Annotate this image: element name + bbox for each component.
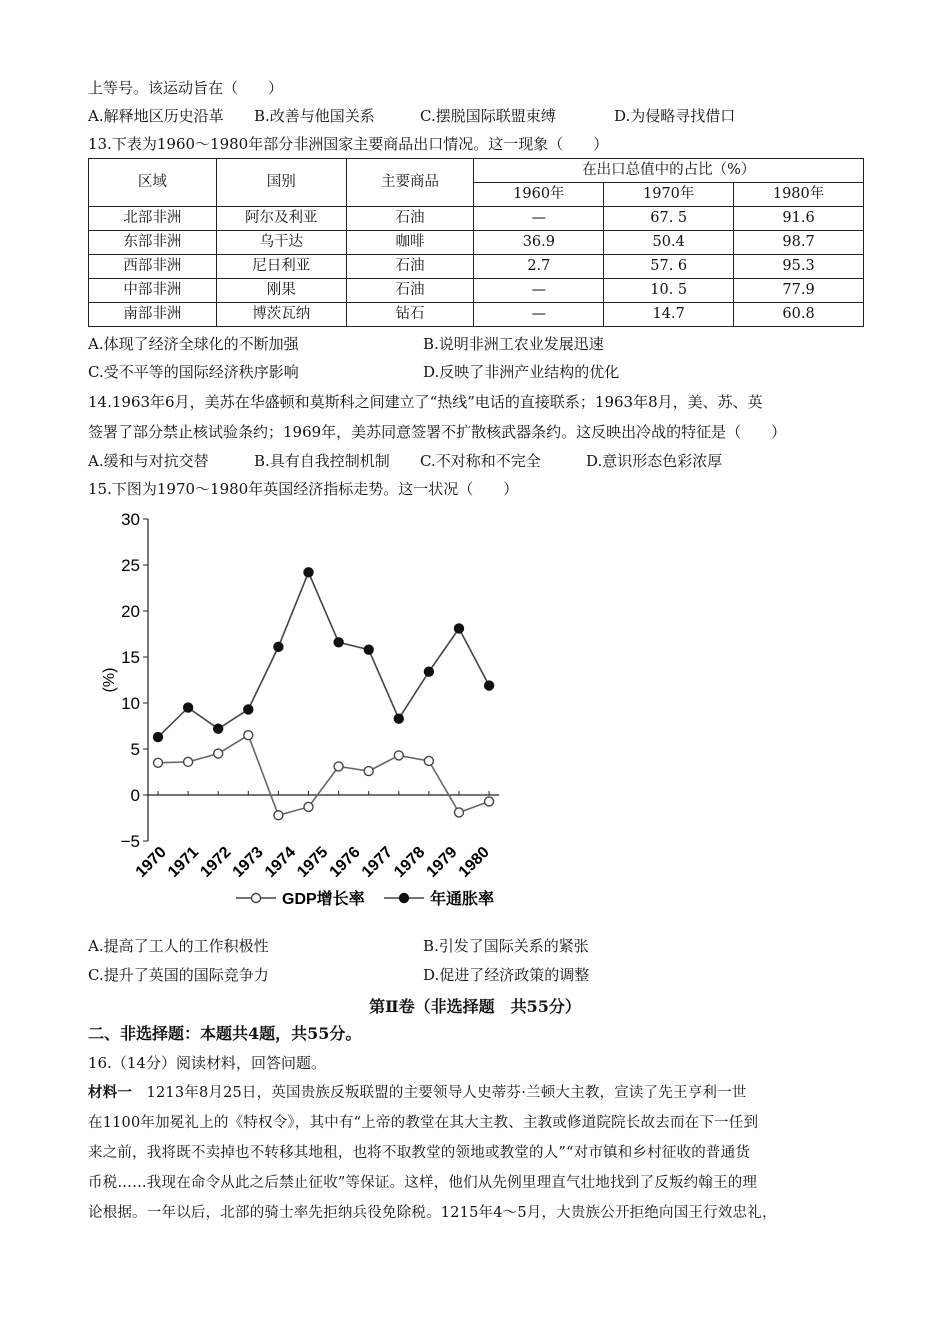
- cell-country: 尼日利亚: [216, 255, 346, 279]
- q15-option-b[interactable]: B.引发了国际关系的紧张: [423, 937, 589, 955]
- cell-region: 北部非洲: [89, 207, 217, 231]
- legend-inflation-marker: [400, 894, 409, 903]
- x-tick-label: 1978: [391, 843, 429, 881]
- cell-goods: 石油: [346, 279, 474, 303]
- q14-stem-line2: 签署了部分禁止核试验条约；1969年，美苏同意签署不扩散核武器条约。这反映出冷战的特征是（ ）: [88, 423, 787, 441]
- material-line: [88, 1078, 868, 1108]
- table-header-row: [89, 159, 864, 183]
- col-1960: 1960年: [474, 183, 604, 207]
- cell-1970: 10. 5: [604, 279, 734, 303]
- q12-option-a[interactable]: A.解释地区历史沿革: [88, 107, 224, 125]
- col-1980: 1980年: [734, 183, 864, 207]
- q13-option-c[interactable]: C.受不平等的国际经济秩序影响: [88, 363, 299, 381]
- q16-stem: 16.（14分）阅读材料，回答问题。: [88, 1054, 326, 1072]
- q15-stem: 15.下图为1970～1980年英国经济指标走势。这一状况（ ）: [88, 480, 519, 498]
- q13-options-row2: [88, 362, 758, 382]
- y-tick-label: 15: [121, 648, 140, 667]
- material-line: 来之前，我将既不卖掉也不转移其地租，也将不取教堂的领地或教堂的人”“对市镇和乡村征收的普通货: [88, 1145, 751, 1161]
- inflation-point: [214, 724, 223, 733]
- gdp-growth-point: [485, 797, 494, 806]
- cell-1980: 60.8: [734, 303, 864, 327]
- q13-stem: 13.下表为1960～1980年部分非洲国家主要商品出口情况。这一现象（ ）: [88, 135, 609, 153]
- cell-1970: 67. 5: [604, 207, 734, 231]
- material-line: 在1100年加冕礼上的《特权令》，其中有“上帝的教堂在其大主教、主教或修道院院长故去而在下一任到: [88, 1115, 759, 1131]
- x-tick-label: 1976: [326, 843, 364, 881]
- cell-1980: 91.6: [734, 207, 864, 231]
- table-row: [89, 303, 864, 327]
- legend-gdp-marker: [252, 894, 261, 903]
- cell-goods: 石油: [346, 255, 474, 279]
- q15-option-d[interactable]: D.促进了经济政策的调整: [423, 966, 590, 984]
- gdp-growth-point: [244, 731, 253, 740]
- q13-option-a[interactable]: A.体现了经济全球化的不断加强: [88, 335, 299, 353]
- q14-option-d[interactable]: D.意识形态色彩浓厚: [586, 452, 723, 470]
- inflation-point: [304, 568, 313, 577]
- x-tick-label: 1970: [132, 843, 170, 881]
- gdp-growth-point: [455, 808, 464, 817]
- inflation-point: [485, 681, 494, 690]
- q14-option-c[interactable]: C.不对称和不完全: [420, 452, 541, 470]
- q12-option-c[interactable]: C.摆脱国际联盟束缚: [420, 107, 556, 125]
- inflation-point: [455, 624, 464, 633]
- q13-options-row1: [88, 334, 758, 354]
- section-heading: 二、非选择题：本题共4题，共55分。: [88, 1024, 362, 1043]
- y-tick-label: 5: [130, 740, 140, 759]
- q13-option-d[interactable]: D.反映了非洲产业结构的优化: [423, 363, 620, 381]
- gdp-growth-point: [184, 757, 193, 766]
- x-tick-label: 1975: [294, 843, 332, 881]
- q12-option-d[interactable]: D.为侵略寻找借口: [614, 107, 736, 125]
- q14-stem-line1: 14.1963年6月，美苏在华盛顿和莫斯科之间建立了“热线”电话的直接联系；1963年8月，美、苏、英: [88, 393, 763, 411]
- cell-1970: 57. 6: [604, 255, 734, 279]
- cell-1980: 77.9: [734, 279, 864, 303]
- inflation-point: [424, 667, 433, 676]
- cell-1960: —: [474, 279, 604, 303]
- x-tick-label: 1973: [229, 843, 267, 881]
- cell-1970: 14.7: [604, 303, 734, 327]
- material-paragraph: [88, 1078, 868, 1228]
- cell-region: 西部非洲: [89, 255, 217, 279]
- q14-options: [88, 451, 722, 471]
- cell-goods: 咖啡: [346, 231, 474, 255]
- cell-goods: 石油: [346, 207, 474, 231]
- inflation-point: [244, 705, 253, 714]
- col-1970: 1970年: [604, 183, 734, 207]
- q14-option-a[interactable]: A.缓和与对抗交替: [88, 452, 209, 470]
- q15-options-row2: [88, 965, 758, 985]
- gdp-growth-point: [364, 767, 373, 776]
- col-share: 在出口总值中的占比（%）: [474, 159, 864, 183]
- cell-1960: —: [474, 207, 604, 231]
- cell-region: 中部非洲: [89, 279, 217, 303]
- cell-1970: 50.4: [604, 231, 734, 255]
- inflation-point: [184, 703, 193, 712]
- q15-option-a[interactable]: A.提高了工人的工作积极性: [88, 937, 269, 955]
- q14-option-b[interactable]: B.具有自我控制机制: [254, 452, 390, 470]
- cell-country: 博茨瓦纳: [216, 303, 346, 327]
- table-row: [89, 207, 864, 231]
- inflation-point: [274, 642, 283, 651]
- x-tick-label: 1974: [261, 843, 300, 881]
- q12-option-b[interactable]: B.改善与他国关系: [254, 107, 375, 125]
- gdp-growth-point: [394, 751, 403, 760]
- y-tick-label: 25: [121, 556, 140, 575]
- inflation-point: [364, 645, 373, 654]
- x-tick-label: 1977: [358, 843, 396, 881]
- cell-goods: 钻石: [346, 303, 474, 327]
- table-row: [89, 255, 864, 279]
- x-tick-label: 1979: [423, 843, 461, 881]
- material-text: 1213年8月25日，英国贵族反叛联盟的主要领导人史蒂芬·兰顿大主教，宣读了先王亨利一世: [146, 1085, 747, 1101]
- y-tick-label: 20: [121, 602, 140, 621]
- cell-region: 南部非洲: [89, 303, 217, 327]
- cell-1960: —: [474, 303, 604, 327]
- legend-gdp-label: GDP增长率: [282, 891, 365, 908]
- inflation-point: [394, 714, 403, 723]
- cell-1980: 95.3: [734, 255, 864, 279]
- col-country: 国别: [216, 159, 346, 207]
- col-goods: 主要商品: [346, 159, 474, 207]
- x-tick-label: 1980: [455, 843, 493, 881]
- gdp-growth-point: [304, 802, 313, 811]
- table-row: [89, 279, 864, 303]
- gdp-growth-point: [424, 756, 433, 765]
- inflation-point: [154, 733, 163, 742]
- inflation-line: [158, 572, 489, 737]
- y-tick-label: 30: [121, 510, 140, 529]
- material-line: 币税……我现在命令从此之后禁止征收”等保证。这样，他们从先例里理直气壮地找到了反叛约翰王的理: [88, 1175, 758, 1191]
- col-region: 区域: [89, 159, 217, 207]
- gdp-growth-line: [158, 735, 489, 815]
- uk-economy-chart: [88, 505, 518, 925]
- section-title: 第Ⅱ卷（非选择题 共55分）: [369, 997, 581, 1016]
- cell-country: 刚果: [216, 279, 346, 303]
- x-tick-label: 1971: [164, 843, 203, 881]
- y-tick-label: 10: [121, 694, 140, 713]
- x-tick-label: 1972: [197, 843, 235, 881]
- y-tick-label: −5: [120, 832, 140, 851]
- cell-1960: 36.9: [474, 231, 604, 255]
- export-table: [88, 158, 864, 327]
- material-line: 论根据。一年以后，北部的骑士率先拒纳兵役免除税。1215年4～5月，大贵族公开拒绝向国王行效忠礼，: [88, 1205, 777, 1221]
- q12-tail: 上等号。该运动旨在（ ）: [88, 79, 284, 97]
- gdp-growth-point: [334, 762, 343, 771]
- cell-region: 东部非洲: [89, 231, 217, 255]
- cell-1960: 2.7: [474, 255, 604, 279]
- q15-option-c[interactable]: C.提升了英国的国际竞争力: [88, 966, 269, 984]
- legend-inflation-label: 年通胀率: [430, 891, 495, 908]
- gdp-growth-point: [274, 811, 283, 820]
- q15-options-row1: [88, 936, 758, 956]
- y-axis-label: (%): [101, 667, 118, 693]
- cell-country: 乌干达: [216, 231, 346, 255]
- gdp-growth-point: [154, 758, 163, 767]
- q13-option-b[interactable]: B.说明非洲工农业发展迅速: [423, 335, 604, 353]
- table-row: [89, 231, 864, 255]
- cell-1980: 98.7: [734, 231, 864, 255]
- gdp-growth-point: [214, 749, 223, 758]
- cell-country: 阿尔及利亚: [216, 207, 346, 231]
- material-label: 材料一: [88, 1084, 133, 1101]
- q12-options: [88, 106, 735, 126]
- y-tick-label: 0: [130, 786, 140, 805]
- inflation-point: [334, 638, 343, 647]
